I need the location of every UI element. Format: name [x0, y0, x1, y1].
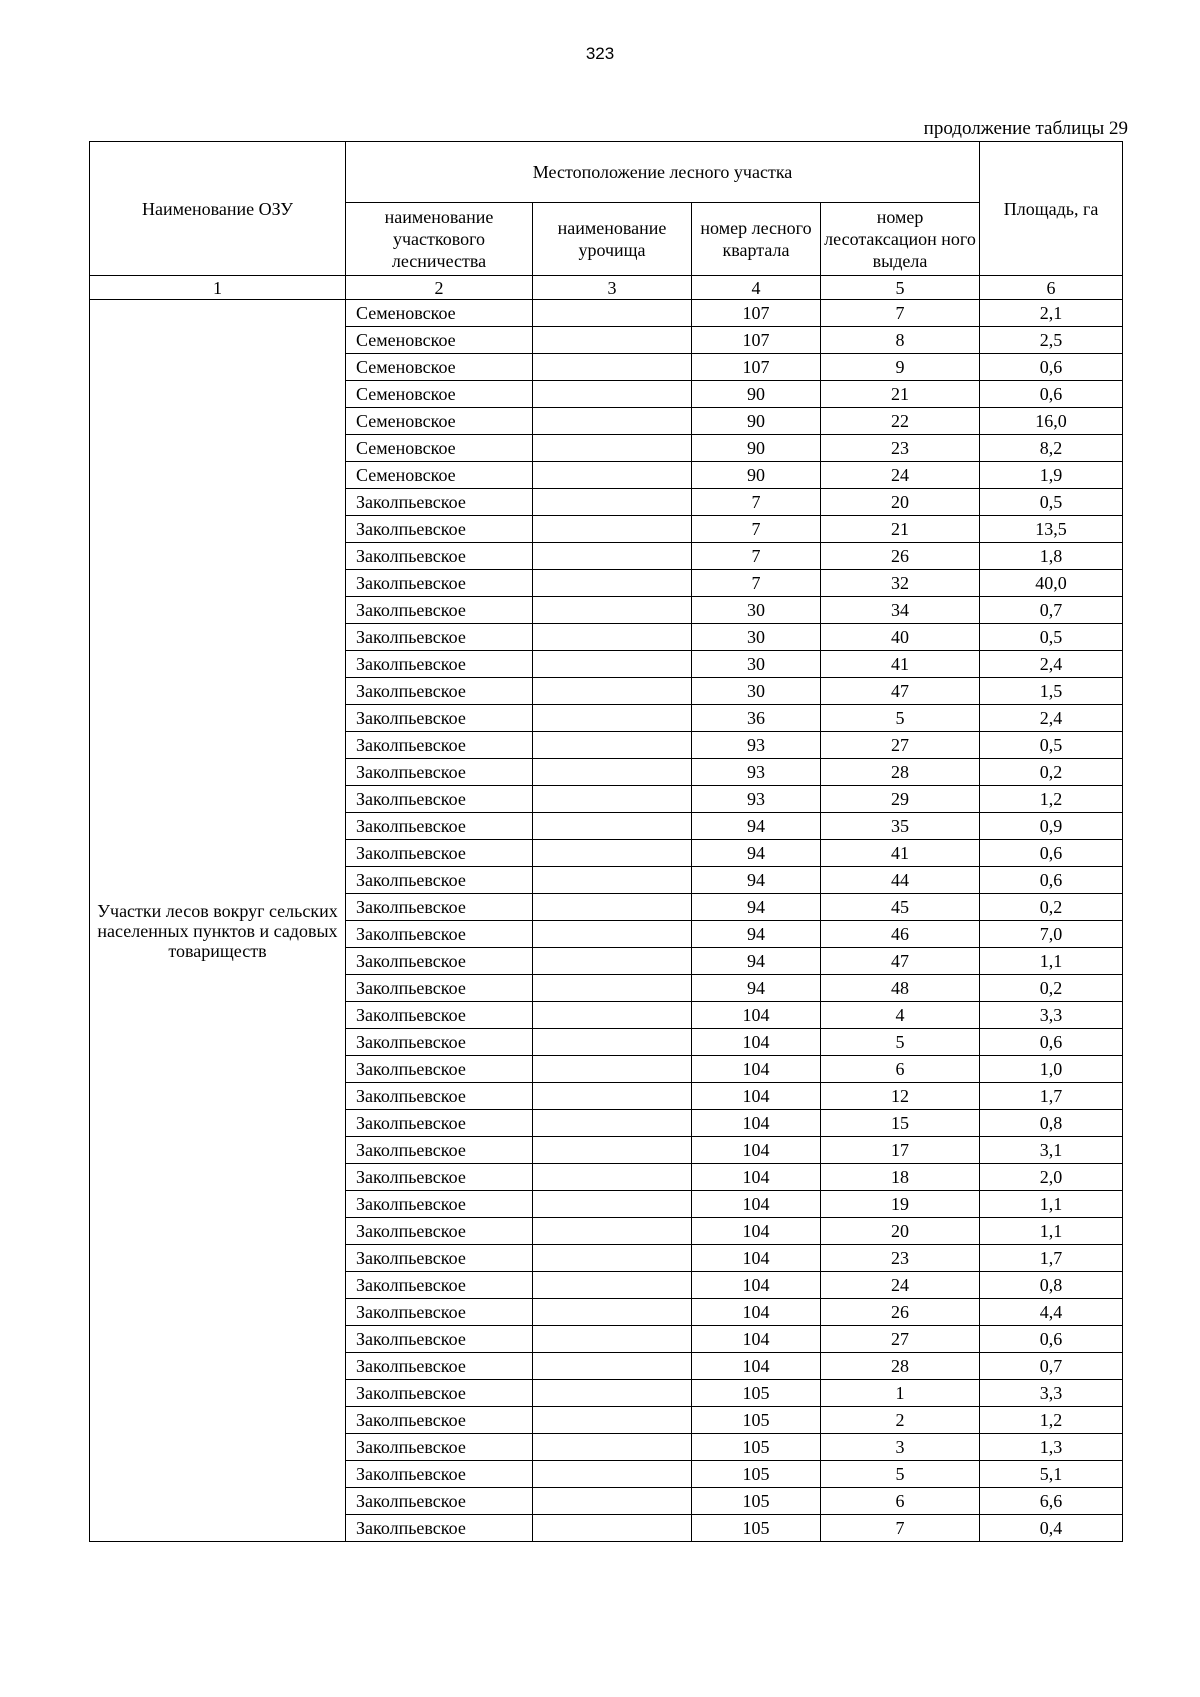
header-ozu-name: Наименование ОЗУ — [90, 142, 346, 276]
quarter-cell: 105 — [692, 1407, 821, 1434]
forestry-cell: Заколпьевское — [346, 840, 533, 867]
tract-cell — [533, 381, 692, 408]
allotment-cell: 9 — [821, 354, 980, 381]
area-cell: 0,6 — [980, 1029, 1123, 1056]
forestry-cell: Заколпьевское — [346, 732, 533, 759]
allotment-cell: 2 — [821, 1407, 980, 1434]
forestry-cell: Заколпьевское — [346, 1083, 533, 1110]
tract-cell — [533, 624, 692, 651]
header-area: Площадь, га — [980, 142, 1123, 276]
area-cell: 1,1 — [980, 1218, 1123, 1245]
area-cell: 2,0 — [980, 1164, 1123, 1191]
tract-cell — [533, 1191, 692, 1218]
area-cell: 7,0 — [980, 921, 1123, 948]
area-cell: 3,3 — [980, 1380, 1123, 1407]
area-cell: 0,5 — [980, 624, 1123, 651]
tract-cell — [533, 516, 692, 543]
allotment-cell: 47 — [821, 678, 980, 705]
forestry-cell: Заколпьевское — [346, 1407, 533, 1434]
area-cell: 0,2 — [980, 894, 1123, 921]
area-cell: 13,5 — [980, 516, 1123, 543]
forestry-cell: Заколпьевское — [346, 1353, 533, 1380]
tract-cell — [533, 543, 692, 570]
area-cell: 2,5 — [980, 327, 1123, 354]
forestry-cell: Заколпьевское — [346, 867, 533, 894]
forestry-cell: Заколпьевское — [346, 624, 533, 651]
allotment-cell: 20 — [821, 1218, 980, 1245]
table-row — [90, 300, 1123, 327]
column-number: 3 — [533, 276, 692, 300]
quarter-cell: 7 — [692, 570, 821, 597]
tract-cell — [533, 1461, 692, 1488]
quarter-cell: 107 — [692, 327, 821, 354]
allotment-cell: 23 — [821, 435, 980, 462]
area-cell: 1,3 — [980, 1434, 1123, 1461]
column-number: 2 — [346, 276, 533, 300]
area-cell: 8,2 — [980, 435, 1123, 462]
forestry-cell: Заколпьевское — [346, 1515, 533, 1542]
header-allotment-number: номер лесотаксацион ного выдела — [821, 203, 980, 276]
quarter-cell: 105 — [692, 1380, 821, 1407]
forestry-cell: Заколпьевское — [346, 1056, 533, 1083]
area-cell: 1,1 — [980, 948, 1123, 975]
allotment-cell: 7 — [821, 1515, 980, 1542]
quarter-cell: 104 — [692, 1002, 821, 1029]
tract-cell — [533, 489, 692, 516]
forestry-cell: Заколпьевское — [346, 1380, 533, 1407]
allotment-cell: 5 — [821, 1029, 980, 1056]
allotment-cell: 41 — [821, 840, 980, 867]
forestry-cell: Заколпьевское — [346, 1434, 533, 1461]
forestry-cell: Заколпьевское — [346, 678, 533, 705]
allotment-cell: 19 — [821, 1191, 980, 1218]
allotment-cell: 1 — [821, 1380, 980, 1407]
forestry-cell: Заколпьевское — [346, 1029, 533, 1056]
quarter-cell: 105 — [692, 1488, 821, 1515]
tract-cell — [533, 1218, 692, 1245]
forestry-cell: Заколпьевское — [346, 705, 533, 732]
forestry-cell: Заколпьевское — [346, 1137, 533, 1164]
allotment-cell: 27 — [821, 732, 980, 759]
tract-cell — [533, 921, 692, 948]
allotment-cell: 24 — [821, 462, 980, 489]
forestry-cell: Заколпьевское — [346, 1326, 533, 1353]
allotment-cell: 45 — [821, 894, 980, 921]
column-number: 4 — [692, 276, 821, 300]
area-cell: 4,4 — [980, 1299, 1123, 1326]
table-continuation-caption: продолжение таблицы 29 — [923, 118, 1128, 139]
allotment-cell: 5 — [821, 1461, 980, 1488]
forestry-cell: Заколпьевское — [346, 759, 533, 786]
ozu-name-cell — [90, 300, 346, 1542]
quarter-cell: 104 — [692, 1326, 821, 1353]
allotment-cell: 44 — [821, 867, 980, 894]
forest-plots-table — [89, 141, 1123, 1542]
quarter-cell: 107 — [692, 354, 821, 381]
quarter-cell: 90 — [692, 408, 821, 435]
header-tract-name: наименование урочища — [533, 203, 692, 276]
tract-cell — [533, 1299, 692, 1326]
quarter-cell: 104 — [692, 1110, 821, 1137]
allotment-cell: 21 — [821, 381, 980, 408]
area-cell: 0,6 — [980, 354, 1123, 381]
allotment-cell: 34 — [821, 597, 980, 624]
allotment-cell: 23 — [821, 1245, 980, 1272]
area-cell: 1,2 — [980, 1407, 1123, 1434]
forestry-cell: Заколпьевское — [346, 1191, 533, 1218]
allotment-cell: 28 — [821, 759, 980, 786]
area-cell: 2,4 — [980, 705, 1123, 732]
forestry-cell: Семеновское — [346, 435, 533, 462]
column-number: 6 — [980, 276, 1123, 300]
page-number: 323 — [585, 44, 615, 63]
tract-cell — [533, 813, 692, 840]
quarter-cell: 94 — [692, 867, 821, 894]
quarter-cell: 94 — [692, 921, 821, 948]
quarter-cell: 105 — [692, 1461, 821, 1488]
area-cell: 0,6 — [980, 867, 1123, 894]
quarter-cell: 90 — [692, 462, 821, 489]
quarter-cell: 104 — [692, 1083, 821, 1110]
area-cell: 0,2 — [980, 759, 1123, 786]
quarter-cell: 7 — [692, 516, 821, 543]
forestry-cell: Заколпьевское — [346, 813, 533, 840]
allotment-cell: 17 — [821, 1137, 980, 1164]
allotment-cell: 18 — [821, 1164, 980, 1191]
area-cell: 1,5 — [980, 678, 1123, 705]
quarter-cell: 104 — [692, 1164, 821, 1191]
tract-cell — [533, 1164, 692, 1191]
tract-cell — [533, 1515, 692, 1542]
quarter-cell: 94 — [692, 813, 821, 840]
area-cell: 1,1 — [980, 1191, 1123, 1218]
tract-cell — [533, 327, 692, 354]
area-cell: 16,0 — [980, 408, 1123, 435]
quarter-cell: 94 — [692, 894, 821, 921]
area-cell: 0,9 — [980, 813, 1123, 840]
allotment-cell: 24 — [821, 1272, 980, 1299]
forestry-cell: Заколпьевское — [346, 1002, 533, 1029]
tract-cell — [533, 1245, 692, 1272]
table-body — [90, 300, 1123, 1542]
forestry-cell: Заколпьевское — [346, 489, 533, 516]
forestry-cell: Заколпьевское — [346, 570, 533, 597]
allotment-cell: 27 — [821, 1326, 980, 1353]
forestry-cell: Заколпьевское — [346, 543, 533, 570]
area-cell: 1,0 — [980, 1056, 1123, 1083]
quarter-cell: 107 — [692, 300, 821, 327]
allotment-cell: 15 — [821, 1110, 980, 1137]
tract-cell — [533, 1002, 692, 1029]
allotment-cell: 6 — [821, 1488, 980, 1515]
area-cell: 3,1 — [980, 1137, 1123, 1164]
tract-cell — [533, 1056, 692, 1083]
quarter-cell: 105 — [692, 1515, 821, 1542]
tract-cell — [533, 705, 692, 732]
tract-cell — [533, 408, 692, 435]
tract-cell — [533, 435, 692, 462]
area-cell: 0,7 — [980, 1353, 1123, 1380]
quarter-cell: 30 — [692, 678, 821, 705]
forestry-cell: Заколпьевское — [346, 975, 533, 1002]
quarter-cell: 104 — [692, 1056, 821, 1083]
allotment-cell: 32 — [821, 570, 980, 597]
forestry-cell: Заколпьевское — [346, 1110, 533, 1137]
tract-cell — [533, 1380, 692, 1407]
quarter-cell: 104 — [692, 1272, 821, 1299]
area-cell: 1,8 — [980, 543, 1123, 570]
quarter-cell: 90 — [692, 435, 821, 462]
area-cell: 0,5 — [980, 732, 1123, 759]
forestry-cell: Заколпьевское — [346, 921, 533, 948]
quarter-cell: 94 — [692, 948, 821, 975]
quarter-cell: 104 — [692, 1245, 821, 1272]
quarter-cell: 30 — [692, 597, 821, 624]
area-cell: 1,7 — [980, 1245, 1123, 1272]
allotment-cell: 35 — [821, 813, 980, 840]
area-cell: 1,2 — [980, 786, 1123, 813]
allotment-cell: 7 — [821, 300, 980, 327]
forestry-cell: Заколпьевское — [346, 894, 533, 921]
column-number: 1 — [90, 276, 346, 300]
allotment-cell: 48 — [821, 975, 980, 1002]
tract-cell — [533, 1434, 692, 1461]
allotment-cell: 29 — [821, 786, 980, 813]
tract-cell — [533, 732, 692, 759]
forestry-cell: Заколпьевское — [346, 1488, 533, 1515]
tract-cell — [533, 1083, 692, 1110]
area-cell: 2,4 — [980, 651, 1123, 678]
forestry-cell: Семеновское — [346, 381, 533, 408]
forestry-cell: Семеновское — [346, 354, 533, 381]
forestry-cell: Заколпьевское — [346, 1218, 533, 1245]
quarter-cell: 104 — [692, 1191, 821, 1218]
area-cell: 0,6 — [980, 1326, 1123, 1353]
allotment-cell: 20 — [821, 489, 980, 516]
forestry-cell: Заколпьевское — [346, 597, 533, 624]
forestry-cell: Заколпьевское — [346, 1299, 533, 1326]
area-cell: 40,0 — [980, 570, 1123, 597]
tract-cell — [533, 651, 692, 678]
area-cell: 0,4 — [980, 1515, 1123, 1542]
allotment-cell: 26 — [821, 1299, 980, 1326]
header-forestry-name: наименование участкового лесничества — [346, 203, 533, 276]
allotment-cell: 47 — [821, 948, 980, 975]
header-quarter-number: номер лесного квартала — [692, 203, 821, 276]
area-cell: 0,6 — [980, 381, 1123, 408]
area-cell: 1,7 — [980, 1083, 1123, 1110]
quarter-cell: 104 — [692, 1353, 821, 1380]
forestry-cell: Заколпьевское — [346, 1164, 533, 1191]
allotment-cell: 3 — [821, 1434, 980, 1461]
tract-cell — [533, 570, 692, 597]
allotment-cell: 5 — [821, 705, 980, 732]
tract-cell — [533, 975, 692, 1002]
forestry-cell: Заколпьевское — [346, 786, 533, 813]
allotment-cell: 4 — [821, 1002, 980, 1029]
quarter-cell: 104 — [692, 1299, 821, 1326]
tract-cell — [533, 840, 692, 867]
quarter-cell: 94 — [692, 975, 821, 1002]
area-cell: 5,1 — [980, 1461, 1123, 1488]
forestry-cell: Семеновское — [346, 300, 533, 327]
quarter-cell: 90 — [692, 381, 821, 408]
tract-cell — [533, 1110, 692, 1137]
area-cell: 0,7 — [980, 597, 1123, 624]
allotment-cell: 8 — [821, 327, 980, 354]
tract-cell — [533, 867, 692, 894]
tract-cell — [533, 759, 692, 786]
area-cell: 6,6 — [980, 1488, 1123, 1515]
quarter-cell: 105 — [692, 1434, 821, 1461]
forestry-cell: Семеновское — [346, 462, 533, 489]
tract-cell — [533, 1326, 692, 1353]
forestry-cell: Заколпьевское — [346, 651, 533, 678]
allotment-cell: 6 — [821, 1056, 980, 1083]
tract-cell — [533, 786, 692, 813]
tract-cell — [533, 300, 692, 327]
forestry-cell: Заколпьевское — [346, 948, 533, 975]
tract-cell — [533, 1488, 692, 1515]
quarter-cell: 7 — [692, 543, 821, 570]
forestry-cell: Заколпьевское — [346, 1272, 533, 1299]
tract-cell — [533, 1137, 692, 1164]
quarter-cell: 104 — [692, 1137, 821, 1164]
allotment-cell: 46 — [821, 921, 980, 948]
quarter-cell: 30 — [692, 624, 821, 651]
forestry-cell: Семеновское — [346, 408, 533, 435]
area-cell: 0,5 — [980, 489, 1123, 516]
tract-cell — [533, 354, 692, 381]
quarter-cell: 7 — [692, 489, 821, 516]
allotment-cell: 28 — [821, 1353, 980, 1380]
area-cell: 1,9 — [980, 462, 1123, 489]
area-cell: 3,3 — [980, 1002, 1123, 1029]
tract-cell — [533, 1029, 692, 1056]
tract-cell — [533, 597, 692, 624]
tract-cell — [533, 1272, 692, 1299]
allotment-cell: 21 — [821, 516, 980, 543]
forestry-cell: Заколпьевское — [346, 1245, 533, 1272]
allotment-cell: 40 — [821, 624, 980, 651]
column-number: 5 — [821, 276, 980, 300]
quarter-cell: 104 — [692, 1218, 821, 1245]
area-cell: 2,1 — [980, 300, 1123, 327]
tract-cell — [533, 678, 692, 705]
forestry-cell: Семеновское — [346, 327, 533, 354]
ozu-name: Участки лесов вокруг сельских населенных пунктов и садовых товариществ — [97, 900, 338, 961]
quarter-cell: 94 — [692, 840, 821, 867]
tract-cell — [533, 1353, 692, 1380]
forestry-cell: Заколпьевское — [346, 516, 533, 543]
quarter-cell: 93 — [692, 786, 821, 813]
quarter-cell: 93 — [692, 759, 821, 786]
tract-cell — [533, 1407, 692, 1434]
tract-cell — [533, 462, 692, 489]
allotment-cell: 41 — [821, 651, 980, 678]
forestry-cell: Заколпьевское — [346, 1461, 533, 1488]
area-cell: 0,8 — [980, 1272, 1123, 1299]
header-location-group: Местоположение лесного участка — [346, 142, 980, 203]
area-cell: 0,8 — [980, 1110, 1123, 1137]
quarter-cell: 93 — [692, 732, 821, 759]
quarter-cell: 36 — [692, 705, 821, 732]
quarter-cell: 30 — [692, 651, 821, 678]
area-cell: 0,2 — [980, 975, 1123, 1002]
allotment-cell: 12 — [821, 1083, 980, 1110]
allotment-cell: 26 — [821, 543, 980, 570]
allotment-cell: 22 — [821, 408, 980, 435]
tract-cell — [533, 948, 692, 975]
tract-cell — [533, 894, 692, 921]
quarter-cell: 104 — [692, 1029, 821, 1056]
area-cell: 0,6 — [980, 840, 1123, 867]
